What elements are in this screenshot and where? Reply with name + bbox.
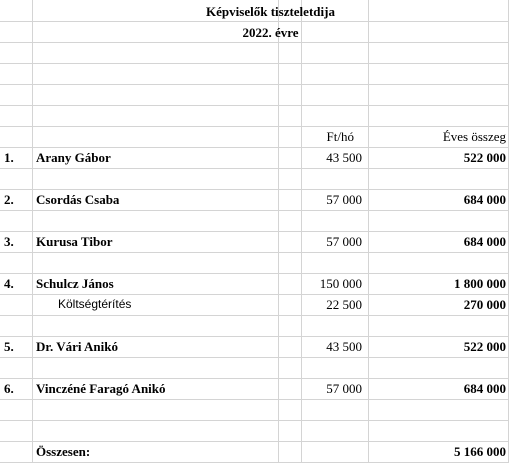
- sheet-title: Képviselők tiszteletdija: [206, 4, 335, 19]
- monthly-amount: 43 500: [326, 150, 362, 165]
- representative-name: Schulcz János: [36, 276, 114, 291]
- total-yearly-amount: 5 166 000: [454, 444, 506, 459]
- representative-name: Vinczéné Faragó Anikó: [36, 381, 166, 396]
- row-number: 4.: [4, 276, 14, 291]
- table-row: [0, 378, 509, 399]
- row-divider: [0, 63, 509, 64]
- row-divider: [0, 315, 509, 316]
- monthly-amount: 43 500: [326, 339, 362, 354]
- row-divider: [0, 168, 509, 169]
- yearly-amount: 684 000: [463, 192, 506, 207]
- header-monthly: Ft/hó: [326, 129, 354, 144]
- header-yearly: Éves összeg: [442, 129, 506, 144]
- row-divider: [0, 210, 509, 211]
- header-row: [0, 126, 509, 147]
- row-number: 1.: [4, 150, 14, 165]
- monthly-amount: 22 500: [326, 297, 362, 312]
- monthly-amount: 57 000: [326, 381, 362, 396]
- table-row: [0, 147, 509, 168]
- yearly-amount: 270 000: [463, 297, 506, 312]
- row-divider: [0, 357, 509, 358]
- table-subrow: [0, 294, 509, 315]
- monthly-amount: 150 000: [319, 276, 362, 291]
- table-row: [0, 336, 509, 357]
- yearly-amount: 1 800 000: [454, 276, 506, 291]
- yearly-amount: 684 000: [463, 234, 506, 249]
- row-divider: [0, 84, 509, 85]
- representative-name: Csordás Csaba: [36, 192, 120, 207]
- representative-name: Kurusa Tibor: [36, 234, 113, 249]
- row-number: 5.: [4, 339, 14, 354]
- row-divider: [0, 252, 509, 253]
- row-divider: [0, 399, 509, 400]
- row-number: 6.: [4, 381, 14, 396]
- table-row: [0, 231, 509, 252]
- yearly-amount: 522 000: [463, 339, 506, 354]
- representative-name: Dr. Vári Anikó: [36, 339, 118, 354]
- expense-allowance-label: Költségtérítés: [58, 297, 132, 311]
- row-divider: [0, 420, 509, 421]
- yearly-amount: 522 000: [463, 150, 506, 165]
- yearly-amount: 684 000: [463, 381, 506, 396]
- representative-name: Arany Gábor: [36, 150, 111, 165]
- row-number: 3.: [4, 234, 14, 249]
- total-label: Összesen:: [36, 444, 91, 459]
- table-row: [0, 273, 509, 294]
- monthly-amount: 57 000: [326, 192, 362, 207]
- row-number: 2.: [4, 192, 14, 207]
- row-divider: [0, 105, 509, 106]
- sheet-subtitle: 2022. évre: [242, 25, 299, 40]
- total-row: [0, 441, 509, 462]
- monthly-amount: 57 000: [326, 234, 362, 249]
- table-row: [0, 189, 509, 210]
